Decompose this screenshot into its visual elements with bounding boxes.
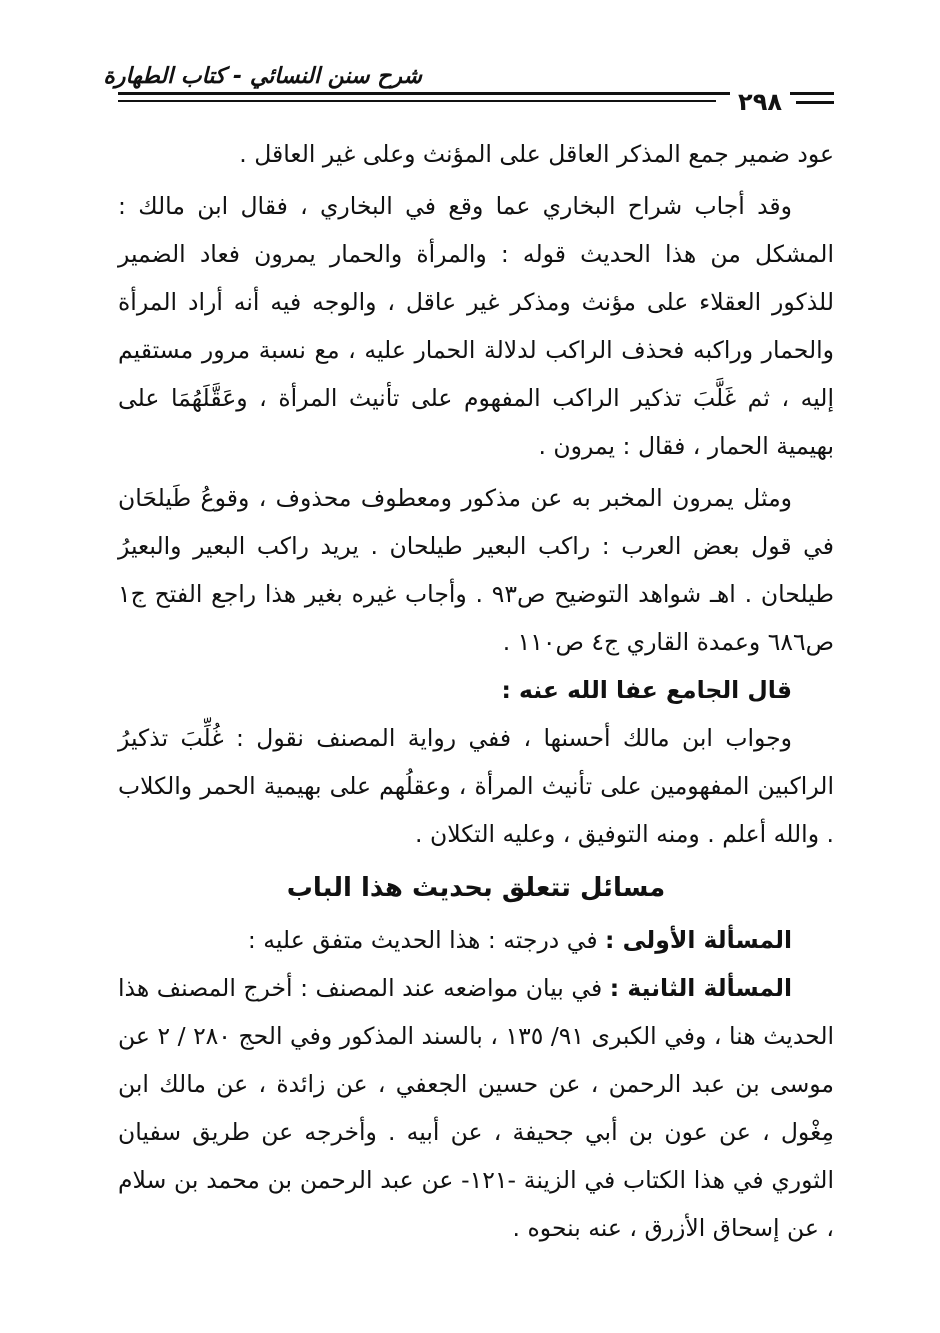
- header-rule: [118, 92, 834, 95]
- page-number: ٢٩٨: [730, 88, 790, 116]
- page-body: [118, 130, 834, 1252]
- paragraph-jami-answer: وجواب ابن مالك أحسنها ، ففي رواية المصنف نقول : غُلِّبَ تذكيرُ الراكبين المفهومين على تأنيث المرأة ، وعقلُهم على بهيمية الحمر والكلاب . والله أعلم . ومنه التوفيق ، وعليه التكلان .: [118, 724, 834, 848]
- header-rule-lower: [118, 100, 716, 102]
- paragraph-tailahan: ومثل يمرون المخبر به عن مذكور ومعطوف محذوف ، وقوعُ طَيلحَان في قول بعض العرب : راكب البعير طيلحان . يريد راكب البعير والبعيرُ طيلحان . اهـ شواهد التوضيح ص٩٣ . وأجاب غيره بغير هذا راجع الفتح ج١ ص٦٨٦ وعمدة القاري ج٤ ص١١٠ .: [118, 484, 834, 656]
- masala-first-label: المسألة الأولى :: [605, 926, 792, 954]
- page-header: [103, 62, 834, 116]
- masala-second-label: المسألة الثانية :: [609, 974, 793, 1002]
- page-number-dash: [796, 101, 834, 104]
- jami-heading: قال الجامع عفا الله عنه :: [501, 676, 792, 704]
- paragraph-ibn-malik: وقد أجاب شراح البخاري عما وقع في البخاري ، فقال ابن مالك : المشكل من هذا الحديث قوله : والمرأة والحمار يمرون فعاد الضمير للذكور العقلاء على مؤنث ومذكر غير عاقل ، والوجه فيه أنه أراد المرأة والحمار وراكبه فحذف الراكب لدلالة الحمار عليه ، مع نسبة مرور مستقيم إليه ، ثم غَلَّبَ تذكير الراكب المفهوم على تأنيث المرأة ، وعَقَّلَهُمَا على بهيمية الحمار ، فقال : يمرون .: [118, 192, 834, 460]
- masala-second: [118, 964, 834, 1252]
- section-title: مسائل تتعلق بحديث هذا الباب: [286, 873, 666, 903]
- masala-second-text: في بيان مواضعه عند المصنف : أخرج المصنف هذا الحديث هنا ، وفي الكبرى ٩١/ ١٣٥ ، بالسند المذكور وفي الحج ٢٨٠ / ٢ عن موسى بن عبد الرحمن ، عن حسين الجعفي ، عن زائدة ، عن مالك ابن مِغْول ، عن عون بن أبي جحيفة ، عن أبيه . وأخرجه عن طريق سفيان الثوري في هذا الكتاب في الزينة -١٢١- عن عبد الرحمن بن محمد بن سلام ، عن إسحاق الأزرق ، عنه بنحوه .: [118, 974, 835, 1242]
- masala-first-text: في درجته : هذا الحديث متفق عليه :: [247, 926, 606, 954]
- masala-first: [118, 916, 834, 964]
- paragraph-continuation: عود ضمير جمع المذكر العاقل على المؤنث وعلى غير العاقل .: [239, 140, 834, 168]
- running-title: شرح سنن النسائي - كتاب الطهارة: [103, 64, 422, 89]
